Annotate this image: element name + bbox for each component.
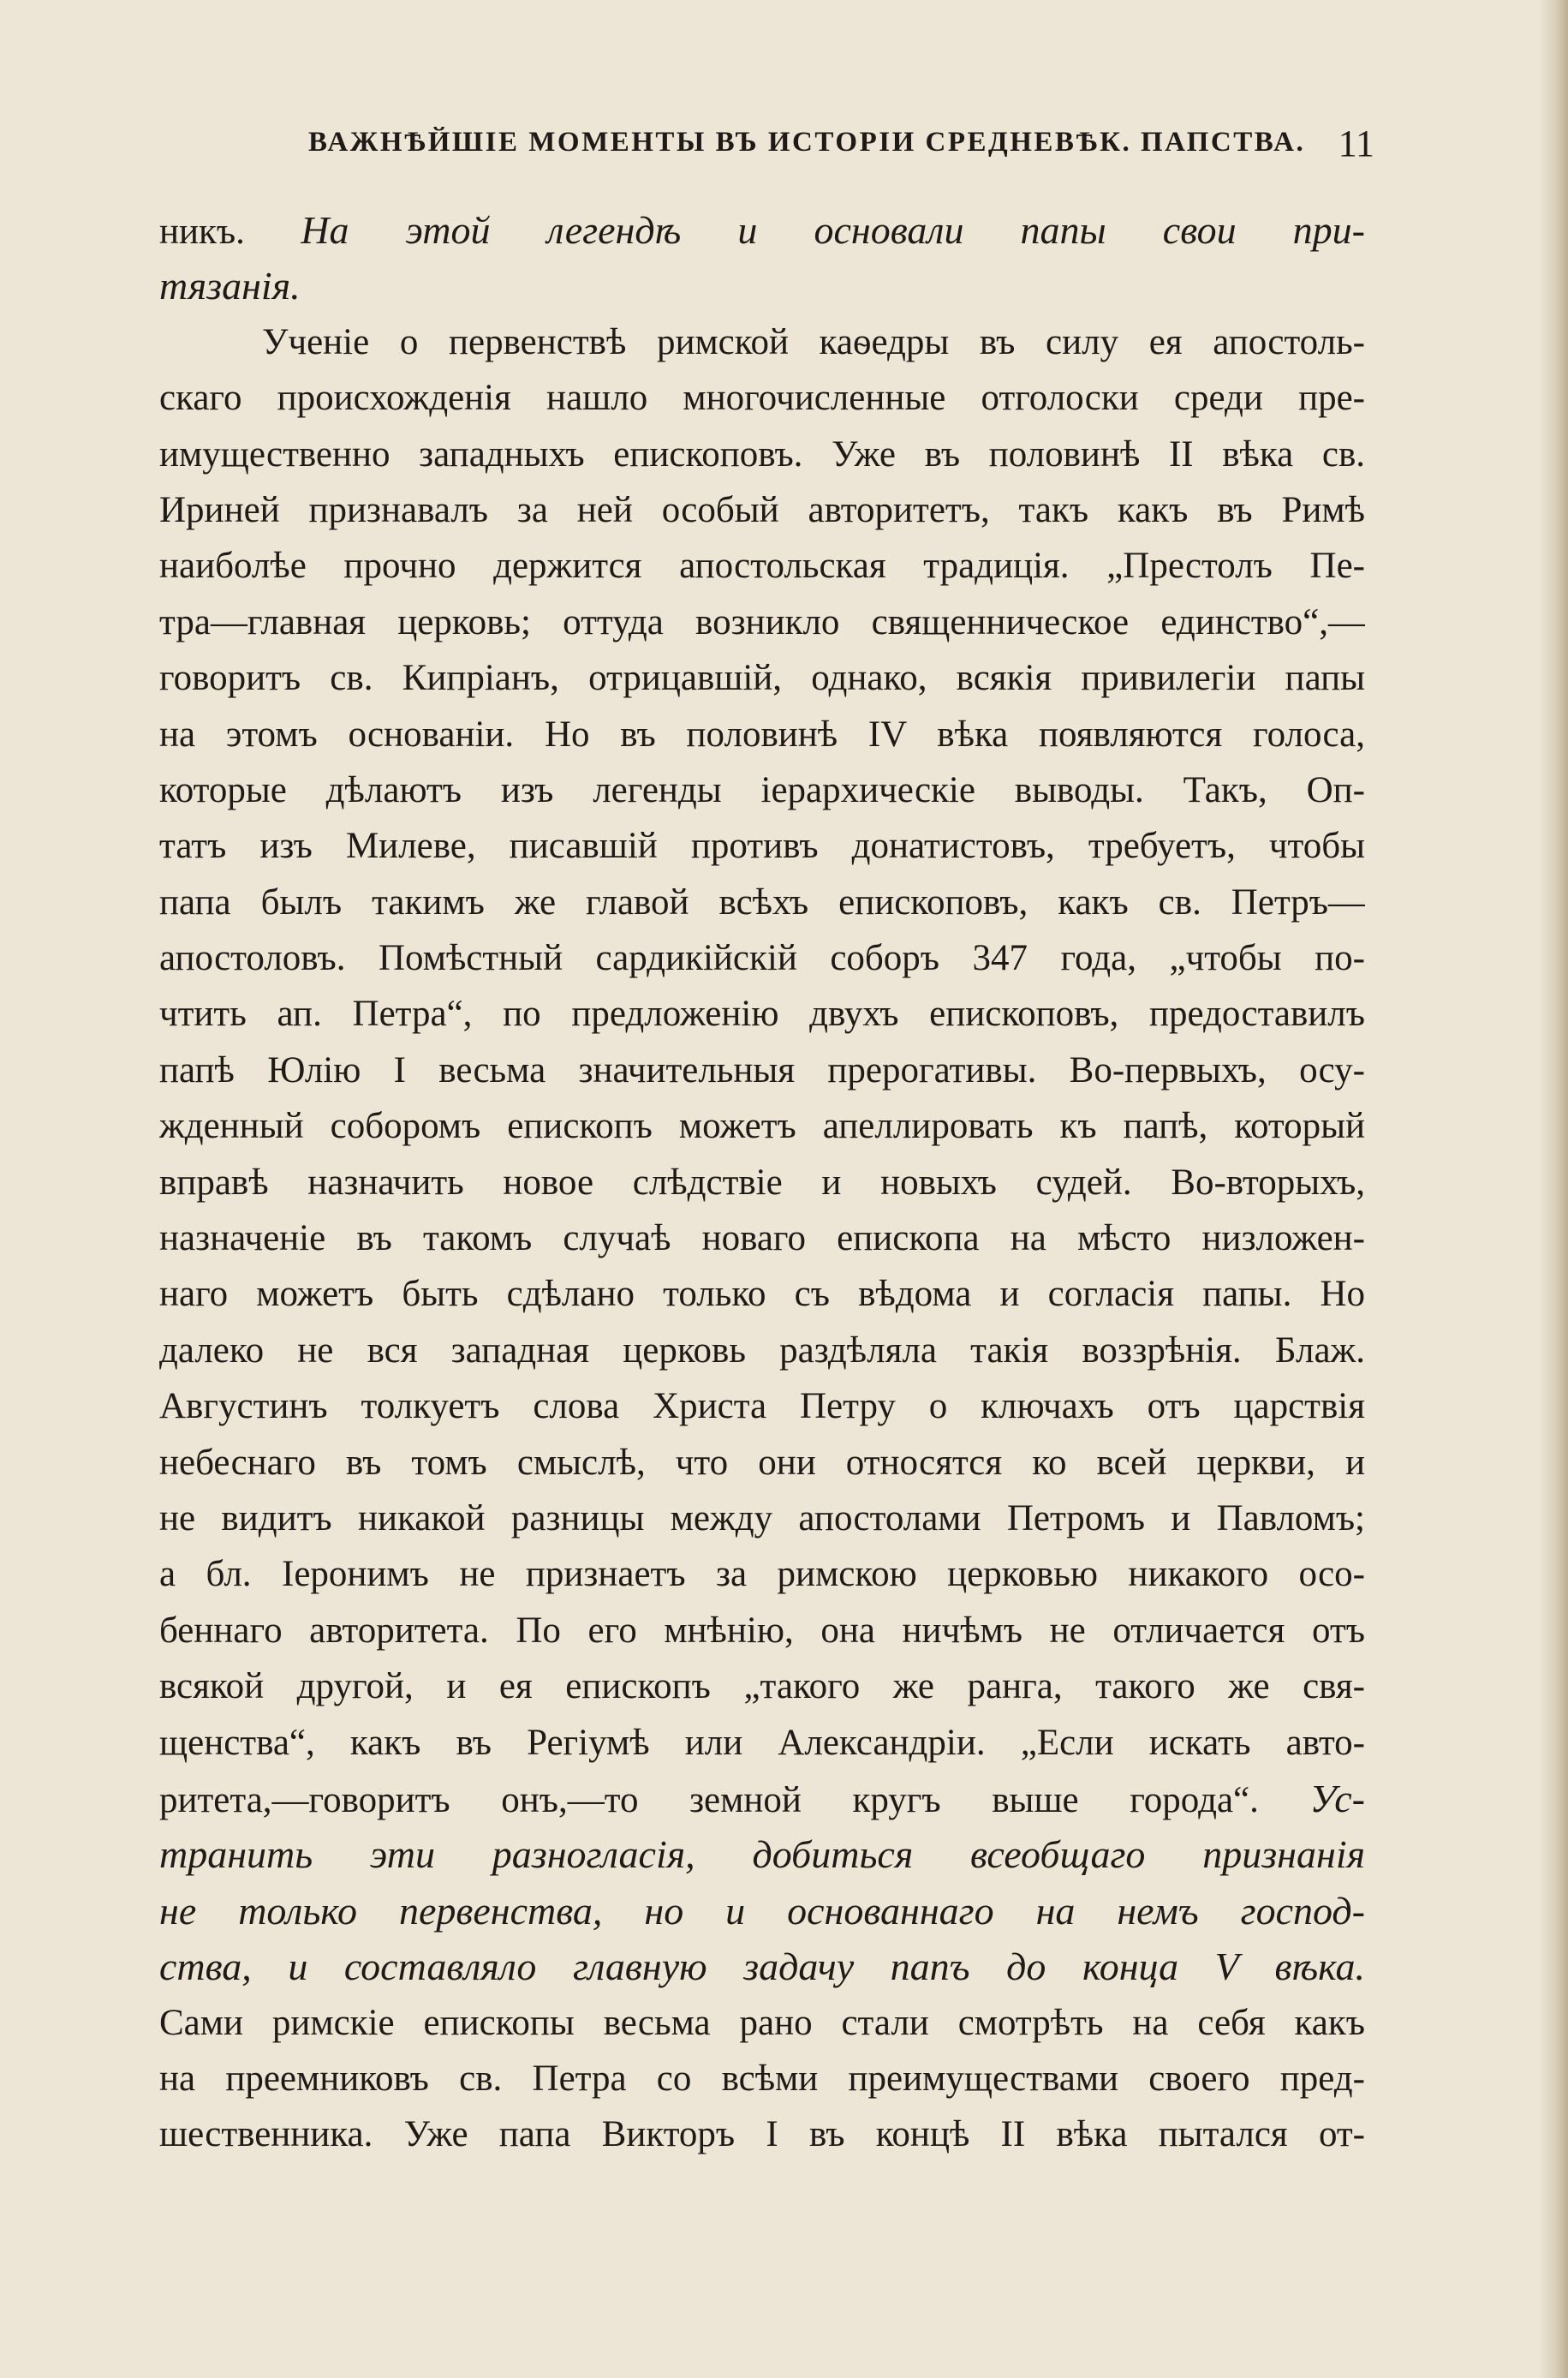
text-line: жденный соборомъ епископъ можетъ апеллировать къ папѣ, который — [159, 1106, 1365, 1147]
text-line — [159, 1771, 1365, 1826]
text-line: папѣ Юлію I весьма значительныя прерогативы. Во-первыхъ, осу- — [159, 1049, 1365, 1090]
text-line: Сами римскіе епископы весьма рано стали смотрѣть на себя какъ — [159, 2002, 1365, 2043]
text-line — [159, 258, 1365, 314]
line-text: никъ. — [159, 212, 301, 252]
text-line: чтить ап. Петра“, по предложенію двухъ епископовъ, предоставилъ — [159, 994, 1365, 1035]
text-line: на преемниковъ св. Петра со всѣми преимуществами своего пред- — [159, 2058, 1365, 2099]
text-line: тра—главная церковь; оттуда возникло священническое единство“,— — [159, 601, 1365, 642]
text-line: наиболѣе прочно держится апостольская традиція. „Престолъ Пе- — [159, 546, 1365, 587]
text-line: далеко не вся западная церковь раздѣляла такія воззрѣнія. Блаж. — [159, 1329, 1365, 1371]
italic-emphasis: На этой легендѣ и основали папы свои при- — [301, 208, 1365, 252]
text-line — [159, 202, 1365, 258]
text-line: которые дѣлаютъ изъ легенды іерархическіе выводы. Такъ, Оп- — [159, 769, 1365, 810]
text-line: всякой другой, и ея епископъ „такого же ранга, такого же свя- — [159, 1666, 1365, 1707]
italic-emphasis: транить эти разногласія, добиться всеобщаго признанія — [159, 1832, 1365, 1877]
text-line: щенства“, какъ въ Регіумѣ или Александріи. „Если искать авто- — [159, 1722, 1365, 1763]
text-line: Ириней признавалъ за ней особый авторитетъ, такъ какъ въ Римѣ — [159, 489, 1365, 530]
running-head — [308, 122, 1374, 175]
text-line: наго можетъ быть сдѣлано только съ вѣдома и согласія папы. Но — [159, 1274, 1365, 1315]
text-line: папа былъ такимъ же главой всѣхъ епископовъ, какъ св. Петръ— — [159, 881, 1365, 923]
body-text — [159, 202, 1365, 2163]
text-line: скаго происхожденія нашло многочисленные отголоски среди пре- — [159, 378, 1365, 419]
text-line: Августинъ толкуетъ слова Христа Петру о ключахъ отъ царствія — [159, 1386, 1365, 1427]
text-line: не видитъ никакой разницы между апостолами Петромъ и Павломъ; — [159, 1497, 1365, 1539]
page-gutter-shadow — [1539, 0, 1568, 2378]
text-line: назначеніе въ такомъ случаѣ новаго епископа на мѣсто низложен- — [159, 1218, 1365, 1259]
text-line: татъ изъ Милеве, писавшій противъ донатистовъ, требуетъ, чтобы — [159, 826, 1365, 867]
line-text: ритета,—говоритъ онъ,—то земной кругъ выше города“. — [159, 1779, 1310, 1820]
text-line: вправѣ назначить новое слѣдствіе и новыхъ судей. Во-вторыхъ, — [159, 1162, 1365, 1203]
running-title: ВАЖНѢЙШІЕ МОМЕНТЫ ВЪ ИСТОРІИ СРЕДНЕВѢК. ПАПСТВА. — [308, 127, 1306, 158]
text-line: говоритъ св. Кипріанъ, отрицавшій, однако, всякія привилегіи папы — [159, 658, 1365, 699]
text-line: на этомъ основаніи. Но въ половинѣ IV вѣка появляются голоса, — [159, 714, 1365, 755]
text-line — [159, 1939, 1365, 1994]
text-line: а бл. Іеронимъ не признаетъ за римскою церковью никакого осо- — [159, 1554, 1365, 1595]
text-line: Ученіе о первенствѣ римской каѳедры въ силу ея апостоль- — [262, 321, 1365, 362]
text-line: апостоловъ. Помѣстный сардикійскій соборъ 347 года, „чтобы по- — [159, 938, 1365, 979]
italic-emphasis: Ус- — [1309, 1776, 1365, 1820]
italic-emphasis: не только первенства, но и основаннаго на немъ господ- — [159, 1888, 1365, 1933]
text-line: шественника. Уже папа Викторъ I въ концѣ II вѣка пытался от- — [159, 2114, 1365, 2155]
italic-emphasis: тязанія. — [159, 264, 301, 308]
text-line: имущественно западныхъ епископовъ. Уже въ половинѣ II вѣка св. — [159, 433, 1365, 475]
page-number: 11 — [1338, 122, 1374, 164]
text-line — [159, 1826, 1365, 1882]
text-line: беннаго авторитета. По его мнѣнію, она ничѣмъ не отличается отъ — [159, 1610, 1365, 1651]
italic-emphasis: ства, и составляло главную задачу папъ до конца V вѣка. — [159, 1945, 1365, 1989]
text-line — [159, 1883, 1365, 1939]
text-line: небеснаго въ томъ смыслѣ, что они относятся ко всей церкви, и — [159, 1442, 1365, 1483]
